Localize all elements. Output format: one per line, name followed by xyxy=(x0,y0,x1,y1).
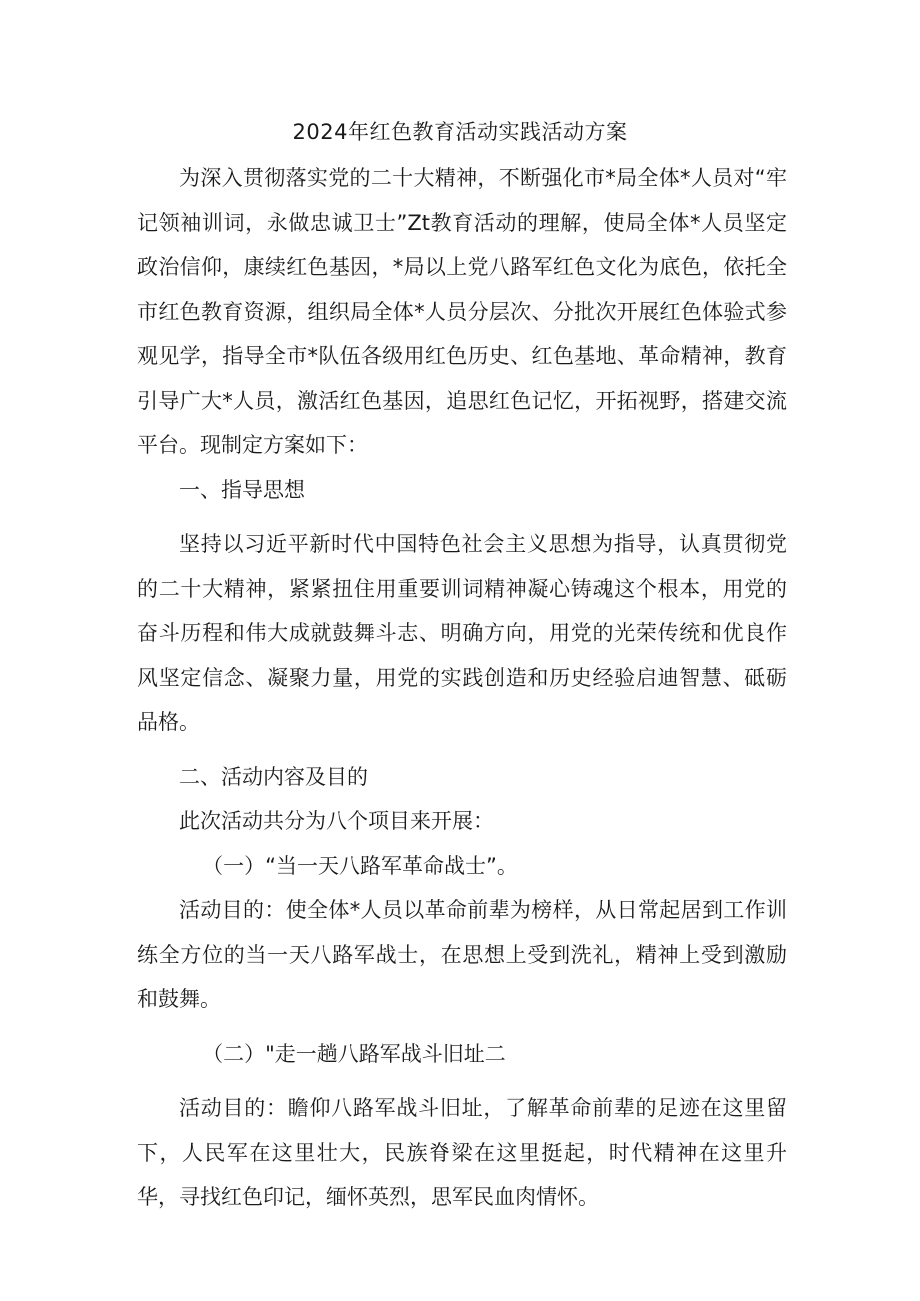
section-heading-activity-content: 二、活动内容及目的 xyxy=(179,764,368,789)
intro-paragraph: 为深入贯彻落实党的二十大精神，不断强化市*局全体*人员对“牢记领袖训词，永做忠诚卫士”Zt教育活动的理解，使局全体*人员坚定政治信仰，康续红色基因，*局以上党八路军红色文化为底色，依托全市红色教育资源，组织局全体*人员分层次、分批次开展红色体验式参观见学，指导全市*队伍各级用红色历史、红色基地、革命精神，教育引导广大*人员，激活红色基因，追思红色记忆，开拓视野，搭建交流平台。现制定方案如下： xyxy=(137,166,787,457)
section-heading-guiding-thought: 一、指导思想 xyxy=(179,477,305,502)
activity-overview-paragraph: 此次活动共分为八个项目来开展： xyxy=(179,809,494,833)
activity-purpose-paragraph-1: 活动目的：使全体*人员以革命前辈为榜样，从日常起居到工作训练全方位的当一天八路军战士，在思想上受到洗礼，精神上受到激励和鼓舞。 xyxy=(137,898,787,1011)
subsection-heading-2: （二）"走一趟八路军战斗旧址二 xyxy=(202,1041,506,1066)
subsection-heading-1: （一）“当一天八路军革命战士”。 xyxy=(202,853,518,878)
guiding-thought-paragraph: 坚持以习近平新时代中国特色社会主义思想为指导，认真贯彻党的二十大精神，紧紧扭住用重要训词精神凝心铸魂这个根本，用党的奋斗历程和伟大成就鼓舞斗志、明确方向，用党的光荣传统和优良作风坚定信念、凝聚力量，用党的实践创造和历史经验启迪智慧、砥砺品格。 xyxy=(137,532,787,734)
document-title: 2024年红色教育活动实践活动方案 xyxy=(292,120,628,144)
activity-purpose-paragraph-2: 活动目的：瞻仰八路军战斗旧址，了解革命前辈的足迹在这里留下，人民军在这里壮大，民族脊梁在这里挺起，时代精神在这里升华，寻找红色印记，缅怀英烈，思军民血肉情怀。 xyxy=(137,1096,787,1209)
document-body xyxy=(137,156,787,1220)
